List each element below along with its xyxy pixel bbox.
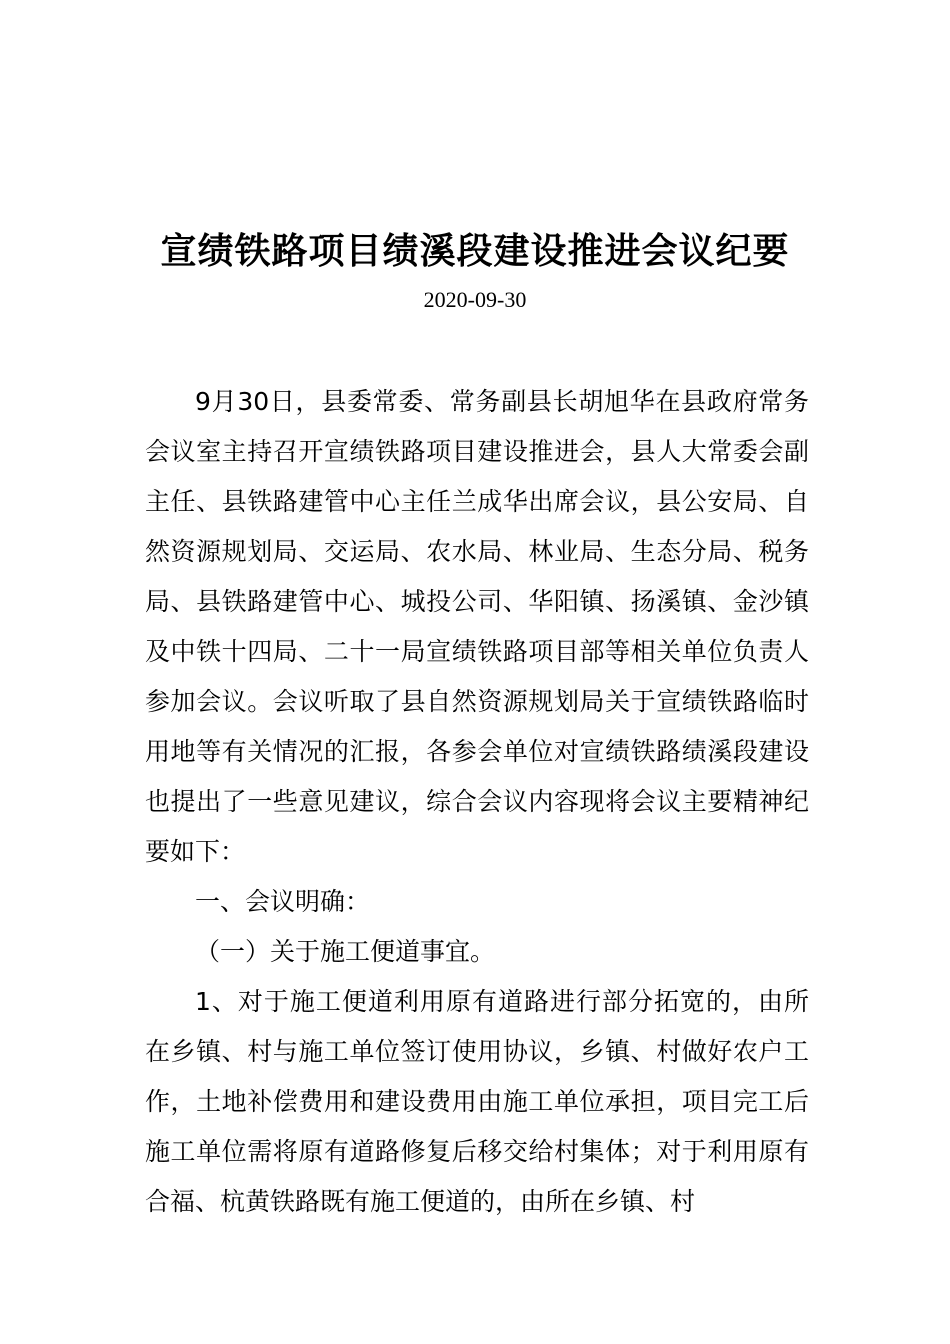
document-date: 2020-09-30 xyxy=(423,287,527,312)
paragraph-item-1: 1、对于施工便道利用原有道路进行部分拓宽的，由所在乡镇、村与施工单位签订使用协议，乡镇、村做好农户工作，土地补偿费用和建设费用由施工单位承担，项目完工后施工单位需将原有道路修复后移交给村集体；对于利用原有合福、杭黄铁路既有施工便道的，由所在乡镇、村 xyxy=(145,987,809,1216)
document-title: 宣绩铁路项目绩溪段建设推进会议纪要 xyxy=(160,231,790,272)
paragraph-heading-1: 一、会议明确： xyxy=(195,887,371,916)
paragraph-intro: 9月30日，县委常委、常务副县长胡旭华在县政府常务会议室主持召开宣绩铁路项目建设推进会，县人大常委会副主任、县铁路建管中心主任兰成华出席会议，县公安局、自然资源规划局、交运局、农水局、林业局、生态分局、税务局、县铁路建管中心、城投公司、华阳镇、扬溪镇、金沙镇及中铁十四局、二十一局宣绩铁路项目部等相关单位负责人参加会议。会议听取了县自然资源规划局关于宣绩铁路临时用地等有关情况的汇报，各参会单位对宣绩铁路绩溪段建设也提出了一些意见建议，综合会议内容现将会议主要精神纪要如下： xyxy=(145,387,809,866)
paragraph-subheading-1: （一）关于施工便道事宜。 xyxy=(195,937,496,966)
document-body xyxy=(145,377,809,1227)
